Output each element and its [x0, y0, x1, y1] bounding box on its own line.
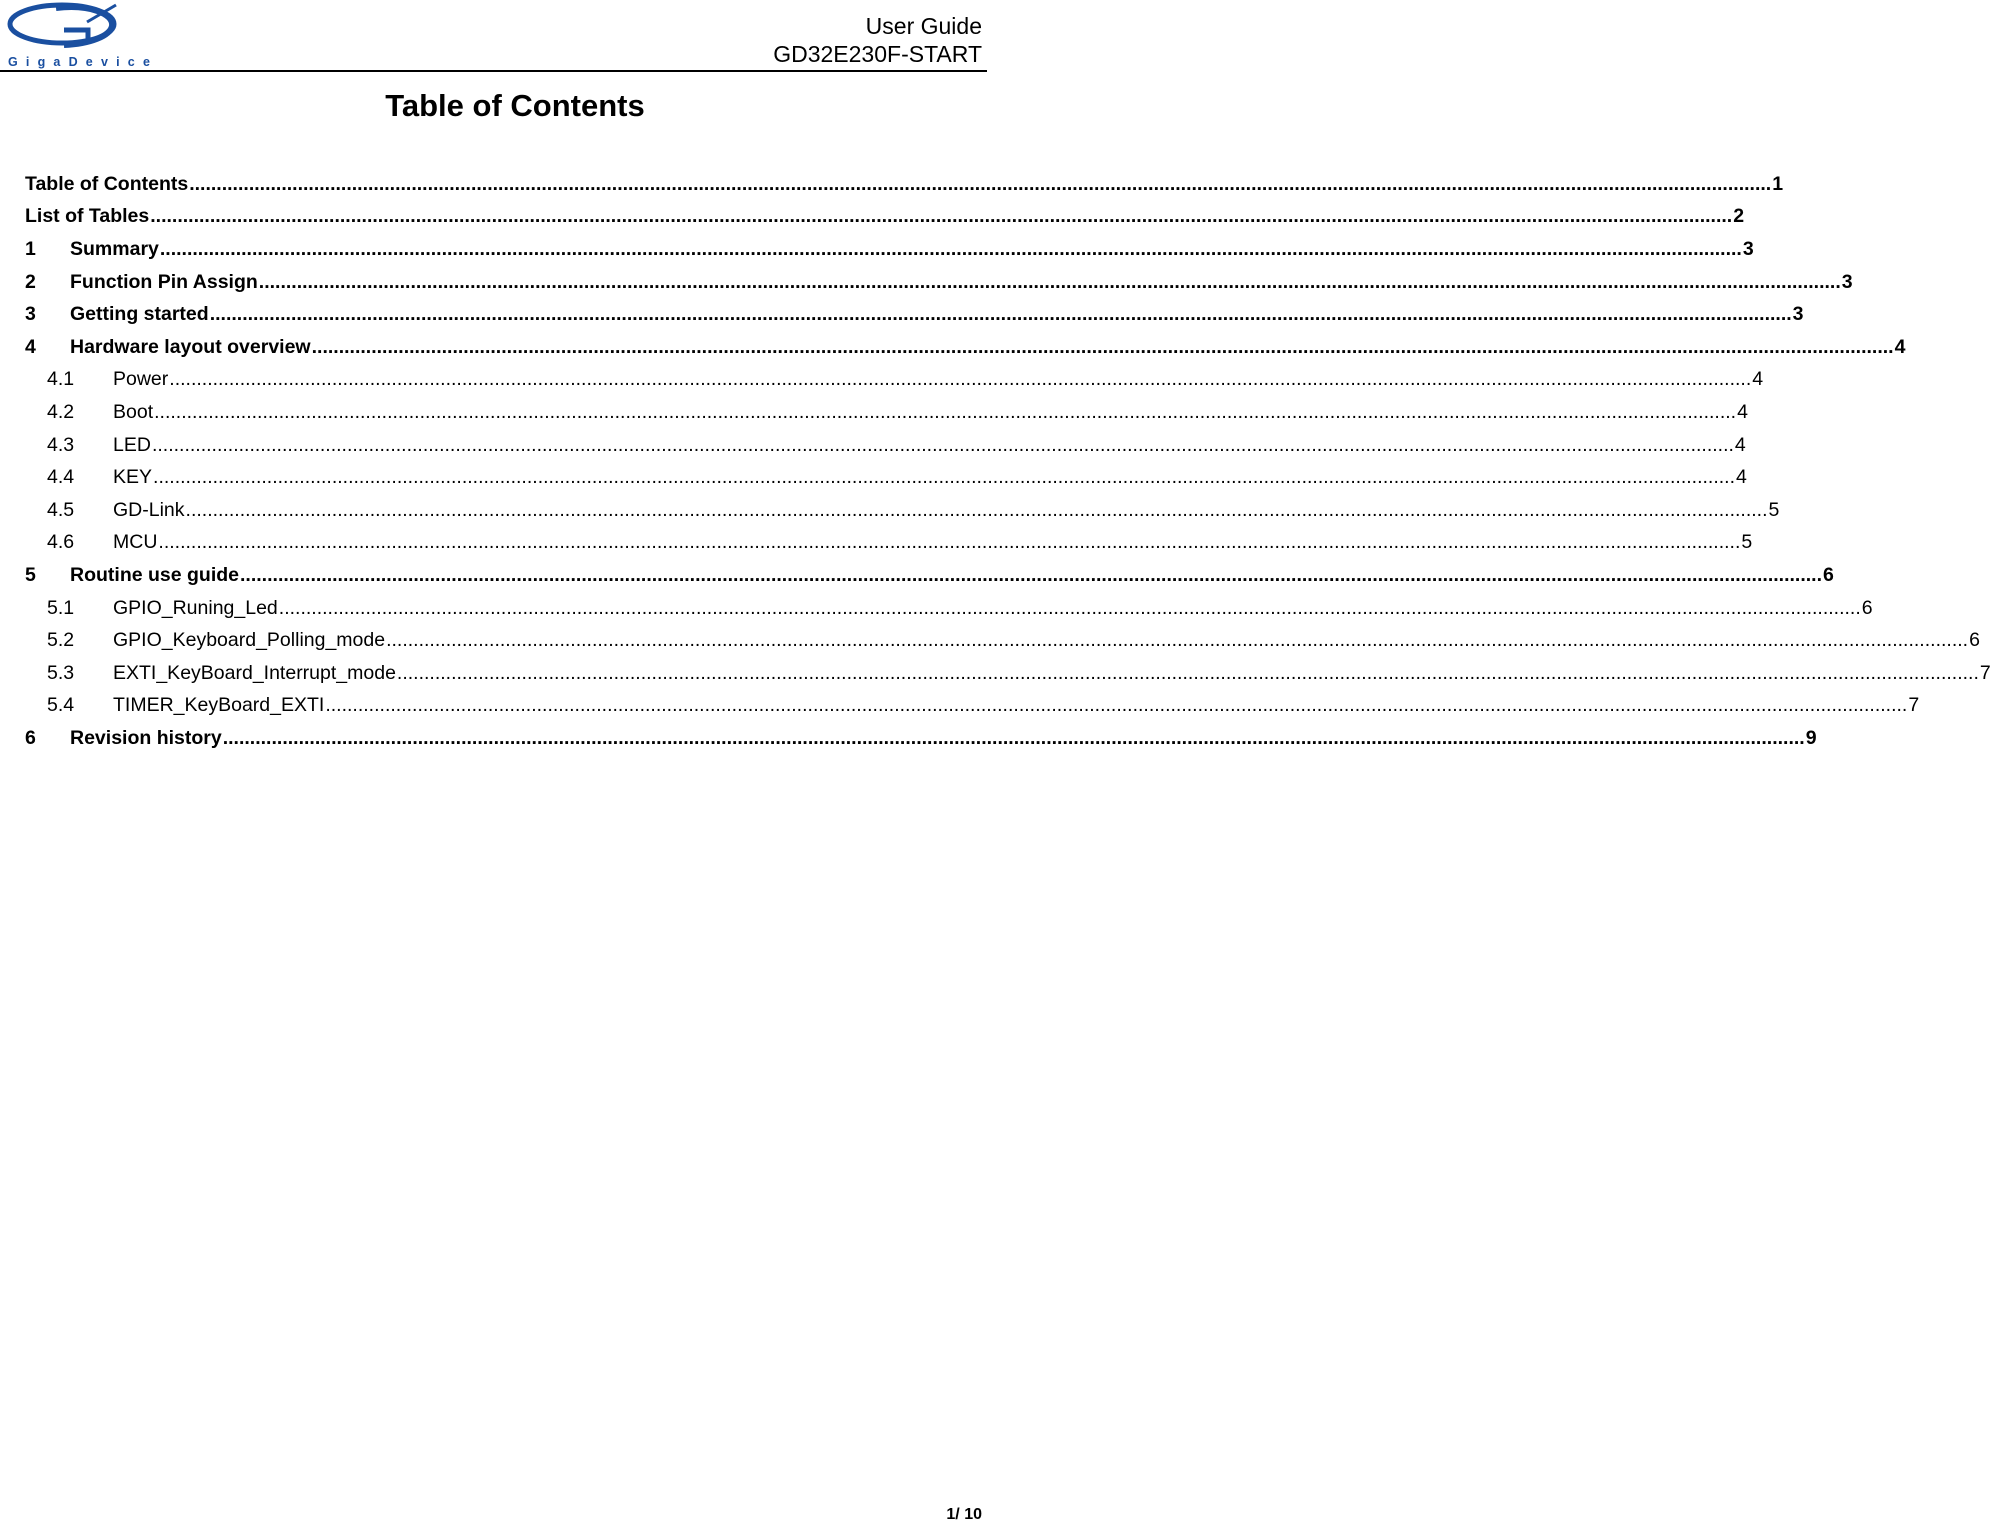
- toc-entry-page[interactable]: 4: [1737, 400, 1748, 423]
- toc-dot-leader: [240, 564, 1822, 587]
- toc-entry[interactable]: [25, 494, 1780, 527]
- toc-dot-leader: [153, 466, 1735, 489]
- toc-entry-title[interactable]: GPIO_Runing_Led: [113, 596, 278, 619]
- toc-entry-page[interactable]: 5: [1741, 531, 1753, 554]
- toc-entry[interactable]: [25, 364, 1764, 397]
- toc-entry-number: 5: [25, 563, 36, 586]
- toc-entry[interactable]: [25, 396, 1748, 429]
- toc-entry[interactable]: [25, 298, 1804, 331]
- header-divider: [0, 70, 987, 72]
- toc-entry-title[interactable]: MCU: [113, 531, 158, 554]
- toc-entry-title[interactable]: Boot: [113, 400, 154, 423]
- toc-entry[interactable]: [25, 527, 1753, 560]
- toc-entry-page[interactable]: 3: [1742, 237, 1754, 260]
- toc-entry-title[interactable]: TIMER_KeyBoard_EXTI: [113, 694, 325, 717]
- toc-dot-leader: [154, 401, 1736, 424]
- toc-entry-page[interactable]: 6: [1969, 629, 1980, 652]
- table-of-contents: [25, 168, 1991, 755]
- toc-entry-title[interactable]: Function Pin Assign: [70, 270, 258, 293]
- header-doc-name: GD32E230F-START: [773, 41, 982, 67]
- toc-dot-leader: [186, 499, 1768, 522]
- toc-entry-page[interactable]: 9: [1805, 726, 1817, 749]
- toc-dot-leader: [152, 434, 1734, 457]
- toc-dot-leader: [279, 597, 1861, 620]
- toc-dot-leader: [223, 727, 1805, 750]
- toc-entry-title[interactable]: LED: [113, 433, 151, 456]
- toc-entry-page[interactable]: 4: [1734, 433, 1746, 456]
- toc-dot-leader: [169, 368, 1751, 391]
- toc-entry-page[interactable]: 6: [1861, 596, 1873, 619]
- header-doc-info: [773, 12, 982, 68]
- toc-dot-leader: [160, 238, 1742, 261]
- toc-dot-leader: [397, 662, 1979, 685]
- toc-entry-number: 5.2: [47, 629, 75, 652]
- toc-entry-number: 4.4: [47, 466, 75, 489]
- toc-entry-page[interactable]: 7: [1979, 661, 1991, 684]
- toc-entry-page[interactable]: 6: [1823, 563, 1834, 586]
- toc-entry-number: 4.2: [47, 400, 75, 423]
- toc-entry[interactable]: [25, 722, 1817, 755]
- toc-entry-title[interactable]: Getting started: [70, 303, 209, 326]
- toc-entry-page[interactable]: 4: [1736, 466, 1747, 489]
- toc-entry-number: 2: [25, 270, 36, 293]
- toc-dot-leader: [259, 271, 1841, 294]
- gigadevice-logo: [4, 0, 159, 70]
- toc-dot-leader: [189, 173, 1771, 196]
- toc-dot-leader: [325, 694, 1907, 717]
- toc-entry-title[interactable]: Table of Contents: [25, 172, 189, 195]
- toc-entry-number: 5.1: [47, 596, 75, 619]
- toc-entry-number: 3: [25, 303, 36, 326]
- toc-entry[interactable]: [25, 168, 1784, 201]
- toc-dot-leader: [312, 336, 1894, 359]
- toc-entry[interactable]: [25, 690, 1920, 723]
- toc-entry-page[interactable]: 3: [1841, 270, 1853, 293]
- toc-entry-number: 4.3: [47, 433, 75, 456]
- toc-entry-page[interactable]: 1: [1772, 172, 1784, 195]
- toc-entry-title[interactable]: Routine use guide: [70, 563, 240, 586]
- toc-entry-number: 4.5: [47, 498, 75, 521]
- toc-entry-number: 6: [25, 726, 36, 749]
- toc-entry[interactable]: [25, 592, 1873, 625]
- toc-entry[interactable]: [25, 657, 1991, 690]
- toc-entry-title[interactable]: EXTI_KeyBoard_Interrupt_mode: [113, 661, 396, 684]
- toc-entry-page[interactable]: 4: [1752, 368, 1764, 391]
- toc-entry-page[interactable]: 4: [1894, 335, 1906, 358]
- toc-dot-leader: [386, 629, 1968, 652]
- toc-entry-title[interactable]: GD-Link: [113, 498, 185, 521]
- toc-dot-leader: [150, 205, 1732, 228]
- page-number: 1/ 10: [946, 1506, 982, 1523]
- toc-entry-number: 1: [25, 237, 36, 260]
- toc-entry-title[interactable]: GPIO_Keyboard_Polling_mode: [113, 629, 386, 652]
- toc-entry-page[interactable]: 5: [1768, 498, 1780, 521]
- toc-entry-title[interactable]: Revision history: [70, 726, 222, 749]
- toc-entry-title[interactable]: KEY: [113, 466, 153, 489]
- toc-entry-page[interactable]: 3: [1792, 303, 1804, 326]
- toc-entry-page[interactable]: 2: [1733, 205, 1745, 228]
- toc-entry[interactable]: [25, 624, 1980, 657]
- header-doc-type: User Guide: [865, 13, 982, 39]
- toc-entry-page[interactable]: 7: [1908, 694, 1920, 717]
- toc-entry-number: 5.3: [47, 661, 75, 684]
- toc-entry-title[interactable]: Hardware layout overview: [70, 335, 311, 358]
- toc-entry-number: 5.4: [47, 694, 75, 717]
- toc-entry-title[interactable]: List of Tables: [25, 205, 150, 228]
- toc-entry-number: 4.1: [47, 368, 75, 391]
- toc-entry-number: 4: [25, 335, 36, 358]
- toc-dot-leader: [210, 303, 1792, 326]
- toc-entry-title[interactable]: Power: [113, 368, 169, 391]
- toc-entry[interactable]: [25, 559, 1834, 592]
- toc-entry-number: 4.6: [47, 531, 75, 554]
- toc-entry[interactable]: [25, 461, 1747, 494]
- logo-text: GigaDevice: [8, 55, 159, 69]
- toc-entry[interactable]: [25, 266, 1853, 299]
- toc-entry[interactable]: [25, 233, 1754, 266]
- toc-entry[interactable]: [25, 201, 1745, 234]
- toc-entry[interactable]: [25, 429, 1746, 462]
- page-header: [0, 0, 987, 72]
- toc-dot-leader: [158, 531, 1740, 554]
- page-title: Table of Contents: [385, 88, 645, 123]
- toc-entry[interactable]: [25, 331, 1906, 364]
- toc-entry-title[interactable]: Summary: [70, 237, 159, 260]
